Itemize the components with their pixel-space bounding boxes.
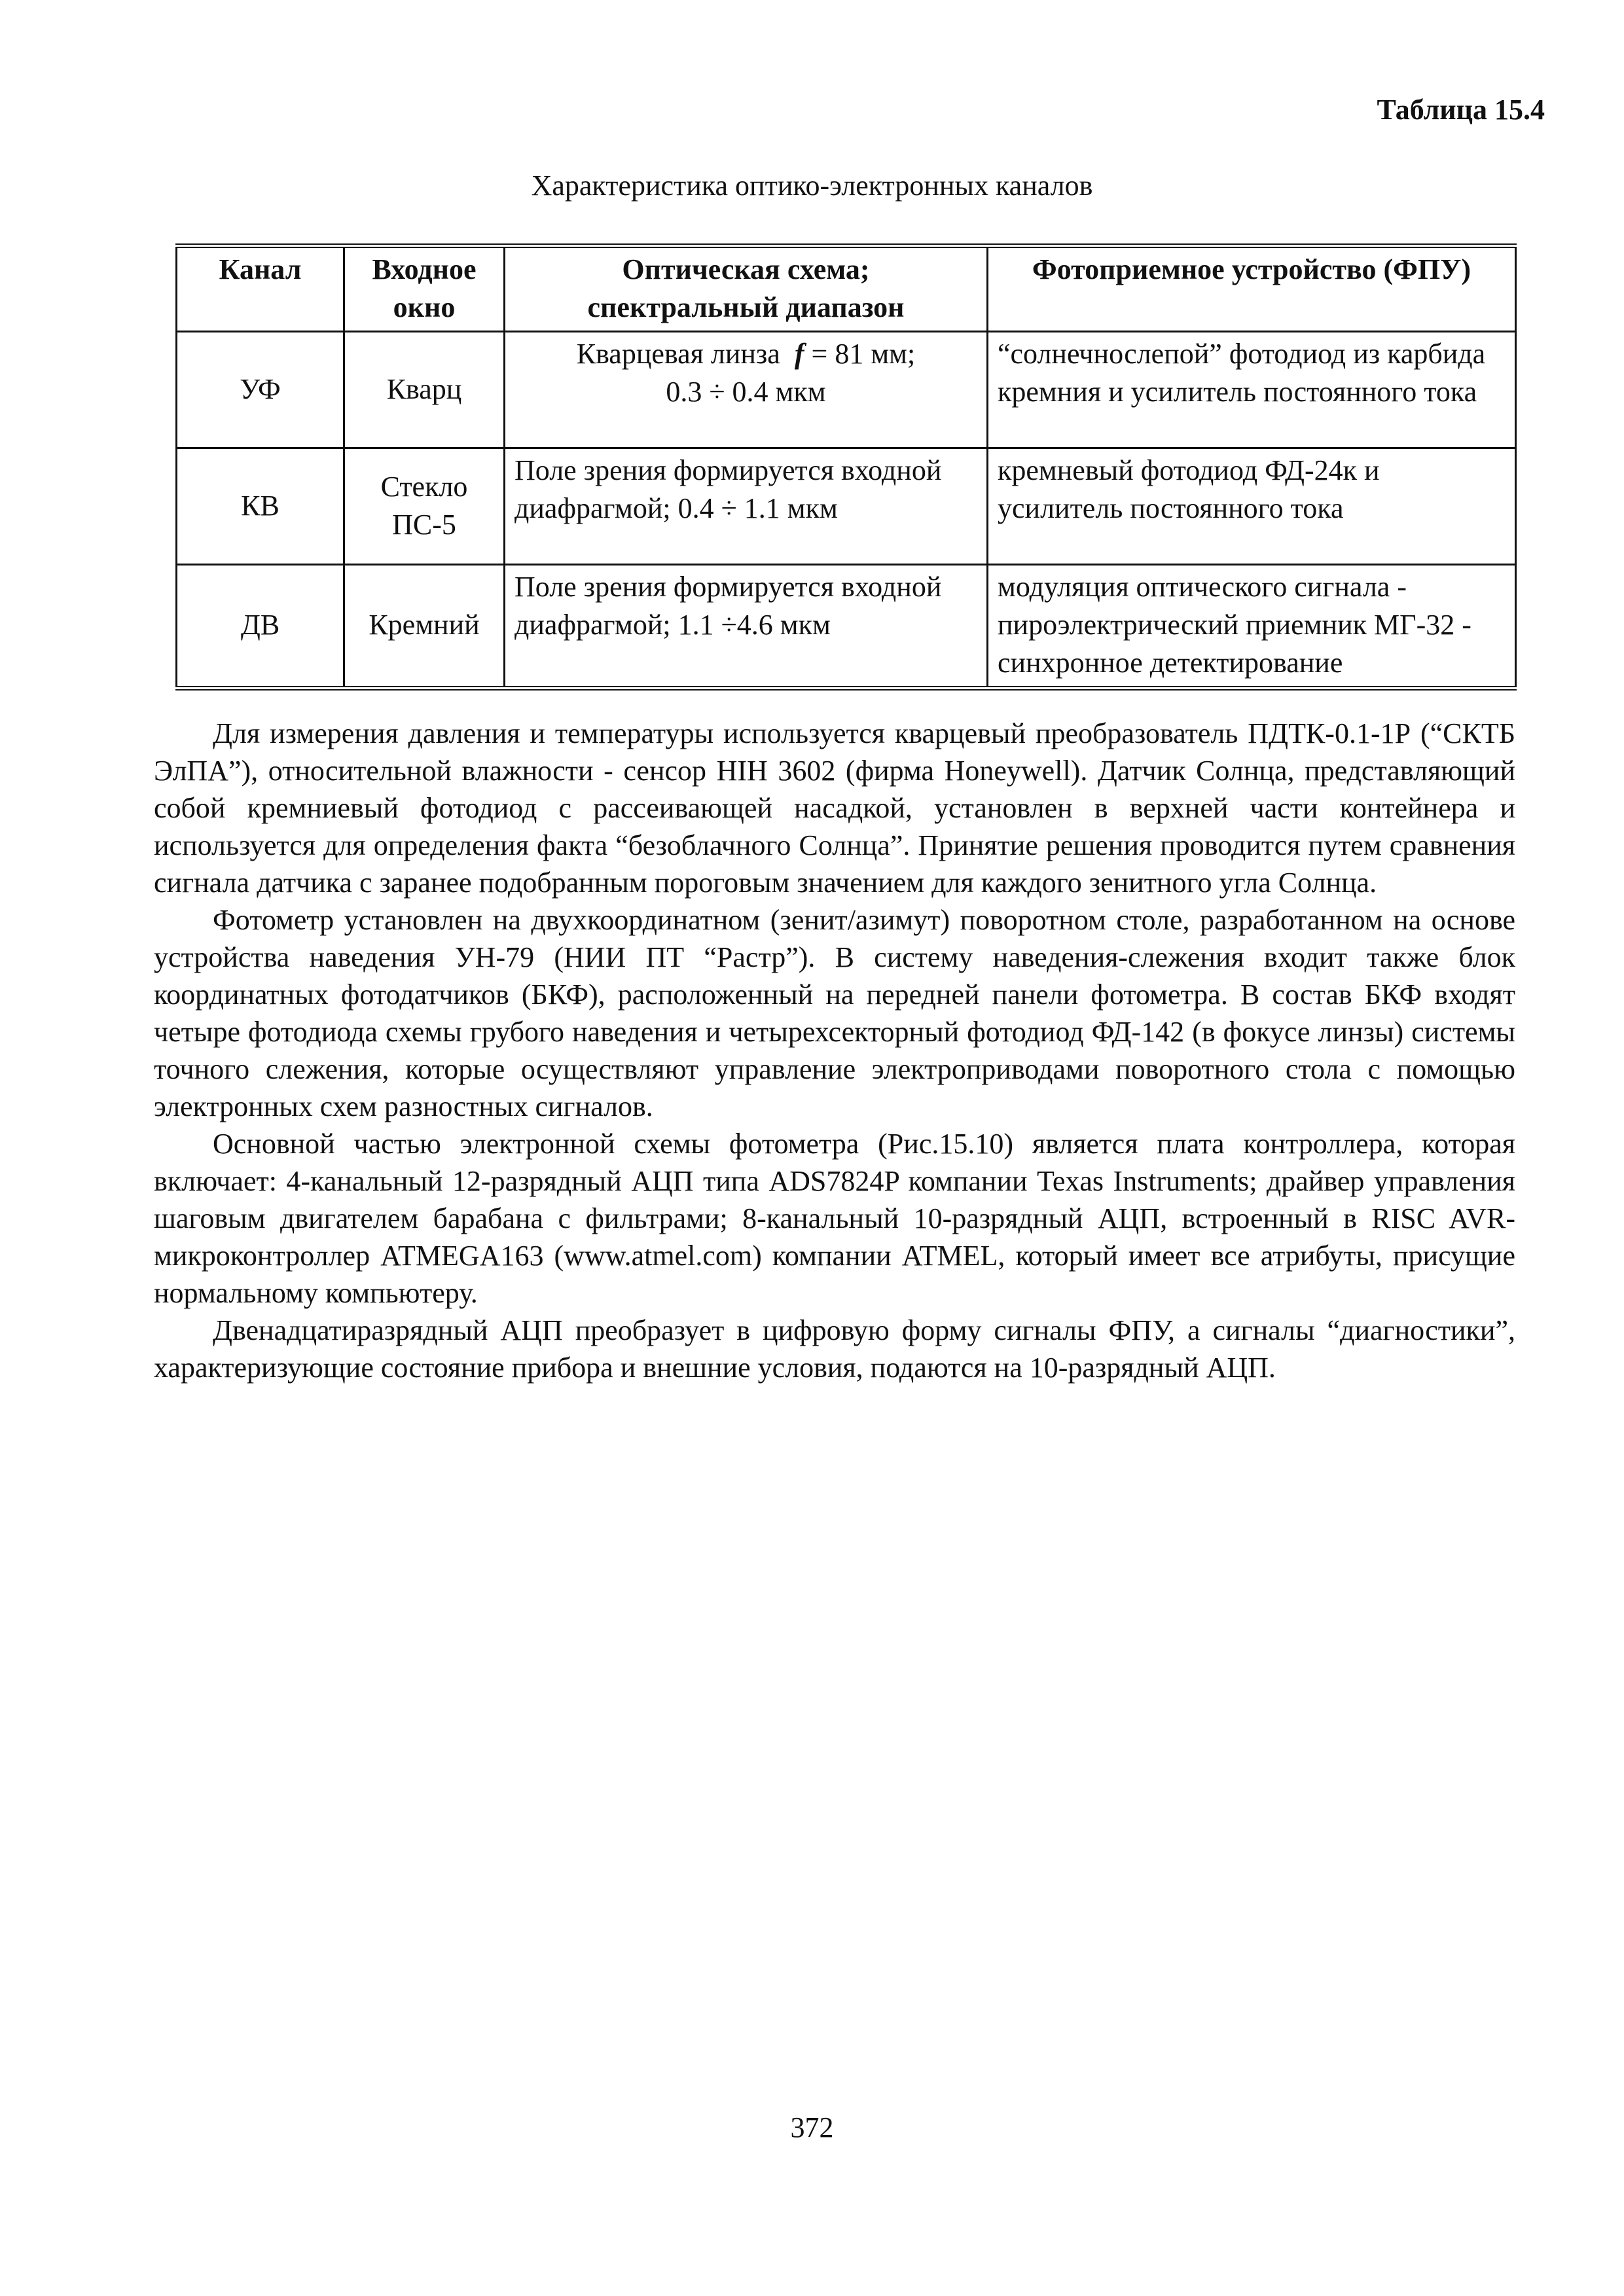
- characteristics-table-wrap: [175, 243, 1515, 691]
- table-row: [177, 565, 1516, 689]
- cell-optics: Поле зрения формируется входной диафрагмой; 1.1 ÷4.6 мкм: [505, 565, 988, 689]
- cell-channel: УФ: [177, 332, 344, 448]
- page-number: 372: [790, 2111, 834, 2144]
- table-row: [177, 448, 1516, 565]
- paragraph: Двенадцатиразрядный АЦП преобразует в цифровую форму сигналы ФПУ, а сигналы “диагностики”, характеризующие состояние прибора и внешние условия, подаются на 10-разрядный АЦП.: [154, 1314, 1515, 1384]
- characteristics-table: [175, 243, 1517, 691]
- header-channel: Канал: [177, 246, 344, 332]
- cell-optics: Поле зрения формируется входной диафрагмой; 0.4 ÷ 1.1 мкм: [505, 448, 988, 565]
- table-label: Таблица 15.4: [1377, 94, 1545, 126]
- cell-window: Стекло ПС-5: [344, 448, 505, 565]
- table-caption: Характеристика оптико-электронных каналов: [531, 170, 1093, 202]
- cell-channel: КВ: [177, 448, 344, 565]
- cell-photodetector: кремневый фотодиод ФД-24к и усилитель постоянного тока: [988, 448, 1516, 565]
- cell-channel: ДВ: [177, 565, 344, 689]
- paragraph: Для измерения давления и температуры используется кварцевый преобразователь ПДТК-0.1-1Р (“СКТБ ЭлПА”), относительной влажности - сенсор HIH 3602 (фирма Honeywell). Датчик Солнца, представляющий собой кремниевый фотодиод с рассеивающей насадкой, установлен в верхней части контейнера и используется для определения факта “безоблачного Солнца”. Принятие решения проводится путем сравнения сигнала датчика с заранее подобранным пороговым значением для каждого зенитного угла Солнца.: [154, 717, 1515, 899]
- paragraph: Фотометр установлен на двухкоординатном (зенит/азимут) поворотном столе, разработанном на основе устройства наведения УН-79 (НИИ ПТ “Растр”). В систему наведения-слежения входит также блок координатных фотодатчиков (БКФ), расположенный на передней панели фотометра. В состав БКФ входят четыре фотодиода схемы грубого наведения и четырехсекторный фотодиод ФД-142 (в фокусе линзы) системы точного слежения, которые осуществляют управление электроприводами поворотного стола с помощью электронных схем разностных сигналов.: [154, 904, 1515, 1122]
- cell-window: Кремний: [344, 565, 505, 689]
- body-text: [154, 715, 1515, 1386]
- cell-photodetector: модуляция оптического сигнала - пироэлектрический приемник МГ-32 - синхронное детектирование: [988, 565, 1516, 689]
- paragraph: Основной частью электронной схемы фотометра (Рис.15.10) является плата контроллера, которая включает: 4-канальный 12-разрядный АЦП типа ADS7824P компании Texas Instruments; драйвер управления шаговым двигателем барабана с фильтрами; 8-канальный 10-разрядный АЦП, встроенный в RISC AVR-микроконтроллер ATMEGA163 (www.atmel.com) компании ATMEL, который имеет все атрибуты, присущие нормальному компьютеру.: [154, 1128, 1515, 1309]
- cell-optics: Кварцевая линза f = 81 мм; 0.3 ÷ 0.4 мкм: [505, 332, 988, 448]
- table-header-row: [177, 246, 1516, 332]
- cell-window: Кварц: [344, 332, 505, 448]
- cell-photodetector: “солнечнослепой” фотодиод из карбида кремния и усилитель постоянного тока: [988, 332, 1516, 448]
- header-input-window: Входное окно: [344, 246, 505, 332]
- header-photodetector: Фотоприемное устройство (ФПУ): [988, 246, 1516, 332]
- header-optical-scheme: Оптическая схема; спектральный диапазон: [505, 246, 988, 332]
- table-row: [177, 332, 1516, 448]
